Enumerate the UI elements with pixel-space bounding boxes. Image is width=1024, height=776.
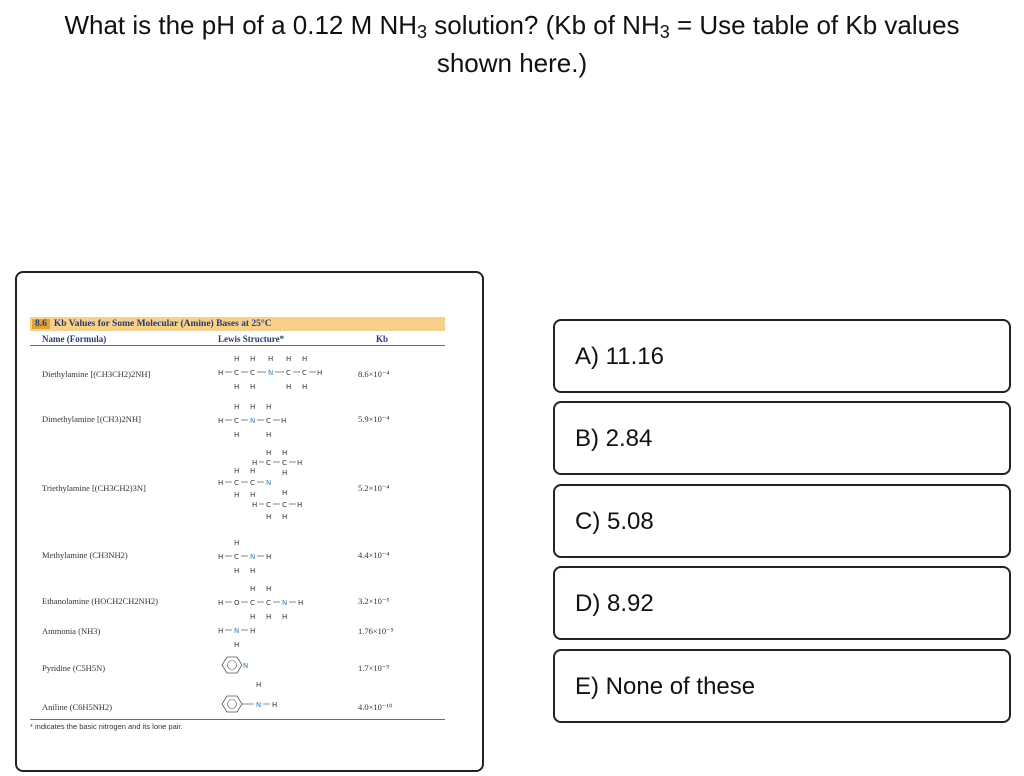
svg-text:H: H [250, 585, 256, 593]
table-bottom-rule [30, 719, 445, 720]
svg-text:C: C [250, 599, 255, 607]
table-footnote: * indicates the basic nitrogen and its lone pair. [30, 722, 183, 731]
svg-text:H: H [234, 491, 240, 499]
svg-text:H: H [218, 599, 224, 607]
svg-text:H: H [302, 355, 308, 363]
svg-text:H: H [250, 383, 256, 391]
svg-text:H: H [317, 369, 323, 377]
svg-text:H: H [250, 627, 256, 635]
col-structure-header: Lewis Structure* [218, 334, 285, 344]
svg-text:H: H [282, 449, 288, 457]
svg-text:H: H [234, 383, 240, 391]
svg-text:C: C [234, 369, 239, 377]
dimethylamine-structure [216, 401, 306, 441]
svg-text:H: H [298, 599, 304, 607]
svg-text:C: C [266, 599, 271, 607]
svg-text:H: H [256, 681, 262, 689]
svg-text:H: H [250, 403, 256, 411]
choice-a-button[interactable] [553, 319, 1011, 393]
svg-text:H: H [218, 627, 224, 635]
svg-text:H: H [218, 369, 224, 377]
svg-text:H: H [286, 355, 292, 363]
svg-text:H: H [234, 355, 240, 363]
svg-text:H: H [286, 383, 292, 391]
svg-text:C: C [282, 459, 287, 467]
ammonia-structure [216, 619, 286, 651]
svg-text:C: C [282, 501, 287, 509]
svg-text:N: N [250, 417, 256, 425]
diethylamine-structure [216, 353, 326, 393]
svg-text:C: C [302, 369, 307, 377]
svg-text:N: N [250, 553, 256, 561]
pyridine-structure [216, 653, 276, 681]
svg-text:H: H [282, 513, 288, 521]
svg-text:H: H [266, 449, 272, 457]
choice-label: E) None of these [575, 673, 756, 700]
svg-text:H: H [282, 489, 288, 497]
svg-text:H: H [297, 501, 303, 509]
svg-text:C: C [234, 479, 239, 487]
svg-text:H: H [234, 539, 240, 547]
question-text [0, 6, 1024, 82]
svg-text:H: H [252, 501, 258, 509]
svg-text:C: C [266, 501, 271, 509]
svg-text:H: H [266, 403, 272, 411]
svg-text:H: H [266, 553, 272, 561]
svg-text:H: H [297, 459, 303, 467]
methylamine-structure [216, 537, 296, 577]
question-line-1: What is the pH of a 0.12 M $NH_3$ solution? (Kb of $NH_3$ = Use table of Kb values [64, 10, 960, 42]
choice-b-button[interactable] [553, 401, 1011, 475]
svg-text:H: H [218, 479, 224, 487]
svg-text:N: N [266, 479, 272, 487]
aniline-structure [216, 679, 306, 719]
svg-text:H: H [266, 513, 272, 521]
svg-text:N: N [243, 662, 249, 670]
svg-text:H: H [218, 553, 224, 561]
choice-e-button[interactable] [553, 649, 1011, 723]
svg-text:H: H [272, 701, 278, 709]
svg-text:H: H [234, 403, 240, 411]
svg-text:H: H [282, 613, 288, 621]
col-name-header: Name (Formula) [42, 334, 107, 344]
svg-text:C: C [266, 459, 271, 467]
svg-text:H: H [218, 417, 224, 425]
kb-table-image [15, 271, 484, 772]
svg-text:H: H [252, 459, 258, 467]
svg-text:N: N [256, 701, 262, 709]
svg-text:H: H [234, 431, 240, 439]
svg-text:H: H [268, 355, 274, 363]
svg-text:H: H [250, 613, 256, 621]
svg-text:H: H [282, 469, 288, 477]
svg-text:C: C [250, 479, 255, 487]
choice-c-button[interactable] [553, 484, 1011, 558]
svg-text:H: H [250, 567, 256, 575]
choice-d-button[interactable] [553, 566, 1011, 640]
svg-text:H: H [302, 383, 308, 391]
svg-text:C: C [250, 369, 255, 377]
svg-text:H: H [250, 355, 256, 363]
svg-text:N: N [234, 627, 240, 635]
triethylamine-structure [216, 447, 326, 523]
svg-text:N: N [268, 369, 274, 377]
svg-text:H: H [281, 417, 287, 425]
svg-text:C: C [266, 417, 271, 425]
kb-table: 8.6 Kb Values for Some Molecular (Amine) Bases at 25°C Name (Formula) Lewis Structure* Kb Diethylamine [(CH3CH2)2NH] 8.6×10⁻⁴ Dimethylamine [(CH3)2NH] 5.9×10⁻⁴ Triethylamine [(CH3CH2)3N] 5.2×10⁻⁴ Methylamine (CH3NH2) 4.4×10⁻⁴ Ethanolamine (HOCH2CH2NH2) 3.2×10⁻⁵ Ammonia (NH3) 1.76×10⁻⁵ Pyridine (C5H5N) 1.7×10⁻⁹ Aniline (C6H5NH2) 4.0×10⁻¹⁰ H H H H H H C C N C C H H H H H H H H H C N C H H H H H H C C H H H H H C C N H H H H C C H H H H H C N H H H H H H O C C N H H H H H N H H N H N H * indicates the basic nitrogen and its lone pair. [30, 317, 445, 346]
col-kb-header: Kb [376, 334, 389, 344]
table-title: 8.6 Kb Values for Some Molecular (Amine) Bases at 25°C [30, 317, 445, 331]
svg-text:H: H [266, 613, 272, 621]
svg-text:H: H [234, 641, 240, 649]
svg-text:C: C [234, 553, 239, 561]
choice-label: B) 2.84 [575, 425, 653, 452]
question-line-2: shown here.) [436, 48, 588, 78]
svg-text:O: O [234, 599, 240, 607]
ethanolamine-structure [216, 583, 326, 623]
svg-text:C: C [234, 417, 239, 425]
svg-text:H: H [250, 467, 256, 475]
svg-text:C: C [286, 369, 291, 377]
choice-label: A) 11.16 [575, 343, 664, 370]
svg-text:H: H [234, 567, 240, 575]
choice-label: D) 8.92 [575, 590, 654, 617]
choice-label: C) 5.08 [575, 508, 654, 535]
svg-text:H: H [234, 467, 240, 475]
svg-text:H: H [266, 585, 272, 593]
svg-text:N: N [282, 599, 288, 607]
svg-text:H: H [250, 491, 256, 499]
svg-text:H: H [266, 431, 272, 439]
table-header [30, 331, 445, 346]
